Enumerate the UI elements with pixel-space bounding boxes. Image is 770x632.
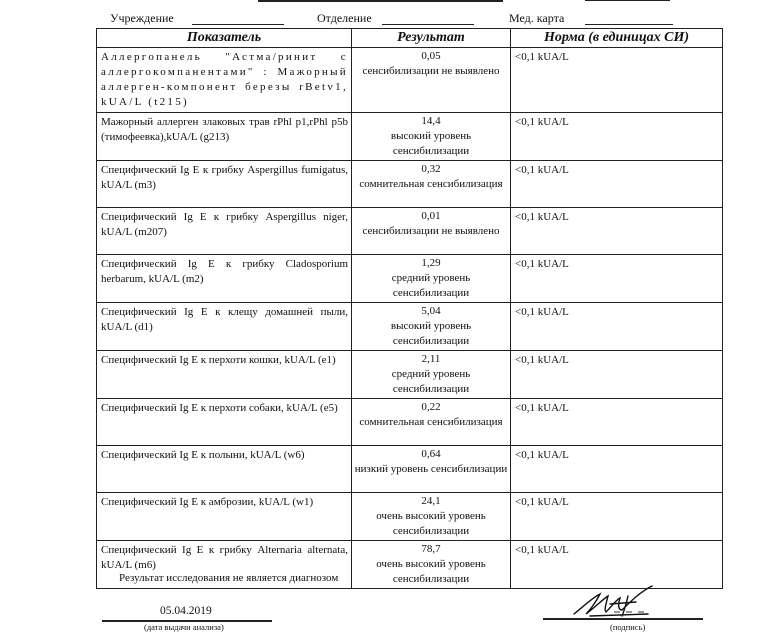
result-value: 0,64 [421,448,441,460]
results-table [96,28,723,589]
result-cell [352,161,511,208]
patient-name-underline [258,0,503,2]
result-interpretation: сомнительная сенсибилизация [359,178,503,190]
result-value: 0,22 [421,401,441,413]
med-card-field [585,24,673,25]
norm-cell: <0,1 kUA/L [511,493,723,541]
result-interpretation: средний уровень сенсибилизации [391,272,471,299]
result-interpretation: средний уровень сенсибилизации [391,368,471,395]
result-cell [352,399,511,446]
result-interpretation: низкий уровень сенсибилизации [354,463,508,475]
column-header-result: Результат [352,29,511,48]
norm-cell: <0,1 kUA/L [511,446,723,493]
result-value: 0,05 [421,50,441,62]
signature-underline [543,618,703,620]
result-value: 78,7 [421,543,441,555]
table-header-row [97,29,723,48]
signature-image [570,584,660,618]
norm-cell: <0,1 kUA/L [511,303,723,351]
norm-cell: <0,1 kUA/L [511,351,723,399]
result-value: 1,29 [421,257,441,269]
indicator-cell: Аллергопанель "Астма/ринит с аллергокомпанентами" : Мажорный аллерген-компонент березы rBetv1, kUA/L (t215) [97,48,352,113]
result-cell [352,446,511,493]
disclaimer-note: Результат исследования не является диагнозом [119,572,339,584]
result-value: 0,32 [421,163,441,175]
institution-field [192,24,284,25]
department-label: Отделение [317,11,372,25]
signature-caption: (подпись) [610,622,646,632]
result-cell [352,255,511,303]
result-interpretation: очень высокий уровень сенсибилизации [376,558,486,585]
result-cell [352,493,511,541]
column-header-norm: Норма (в единицах СИ) [511,29,723,48]
result-interpretation: сомнительная сенсибилизация [359,416,503,428]
table-row [97,303,723,351]
indicator-cell: Специфический Ig E к грибку Alternaria alternata, kUA/L (m6) [97,541,352,589]
table-row [97,161,723,208]
result-interpretation: высокий уровень сенсибилизации [390,130,472,157]
issue-date: 05.04.2019 [160,605,212,617]
result-cell [352,303,511,351]
indicator-cell: Специфический Ig E к перхоти собаки, kUA/L (e5) [97,399,352,446]
indicator-cell: Специфический Ig E к грибку Aspergillus fumigatus, kUA/L (m3) [97,161,352,208]
indicator-cell: Специфический Ig E к грибку Aspergillus niger, kUA/L (m207) [97,208,352,255]
table-row [97,208,723,255]
result-cell [352,48,511,113]
table-row [97,351,723,399]
result-interpretation: сенсибилизации не выявлено [362,225,500,237]
norm-cell: <0,1 kUA/L [511,113,723,161]
top-right-underline [585,0,670,1]
indicator-cell: Мажорный аллерген злаковых трав rPhl p1,rPhl p5b (тимофеевка),kUA/L (g213) [97,113,352,161]
indicator-cell: Специфический Ig E к перхоти кошки, kUA/L (e1) [97,351,352,399]
indicator-cell: Специфический Ig E к клещу домашней пыли, kUA/L (d1) [97,303,352,351]
result-value: 14,4 [421,115,441,127]
result-interpretation: очень высокий уровень сенсибилизации [376,510,486,537]
indicator-cell: Специфический Ig E к полыни, kUA/L (w6) [97,446,352,493]
norm-cell: <0,1 kUA/L [511,48,723,113]
result-value: 24,1 [421,495,441,507]
institution-label: Учреждение [110,11,174,25]
result-cell [352,351,511,399]
result-interpretation: сенсибилизации не выявлено [362,65,500,77]
result-cell [352,541,511,589]
result-cell [352,208,511,255]
table-row [97,493,723,541]
column-header-indicator: Показатель [97,29,352,48]
result-cell [352,113,511,161]
norm-cell: <0,1 kUA/L [511,208,723,255]
norm-cell: <0,1 kUA/L [511,541,723,589]
result-value: 0,01 [421,210,441,222]
department-field [382,24,474,25]
norm-cell: <0,1 kUA/L [511,399,723,446]
date-caption: (дата выдачи анализа) [144,622,224,632]
norm-cell: <0,1 kUA/L [511,161,723,208]
result-value: 5,04 [421,305,441,317]
table-row [97,446,723,493]
med-card-label: Мед. карта [509,11,565,25]
table-row [97,48,723,113]
table-row [97,255,723,303]
result-interpretation: высокий уровень сенсибилизации [390,320,472,347]
indicator-cell: Специфический Ig E к амброзии, kUA/L (w1) [97,493,352,541]
result-value: 2,11 [421,353,441,365]
table-row [97,113,723,161]
indicator-cell: Специфический Ig E к грибку Cladosporium herbarum, kUA/L (m2) [97,255,352,303]
norm-cell: <0,1 kUA/L [511,255,723,303]
table-row [97,399,723,446]
